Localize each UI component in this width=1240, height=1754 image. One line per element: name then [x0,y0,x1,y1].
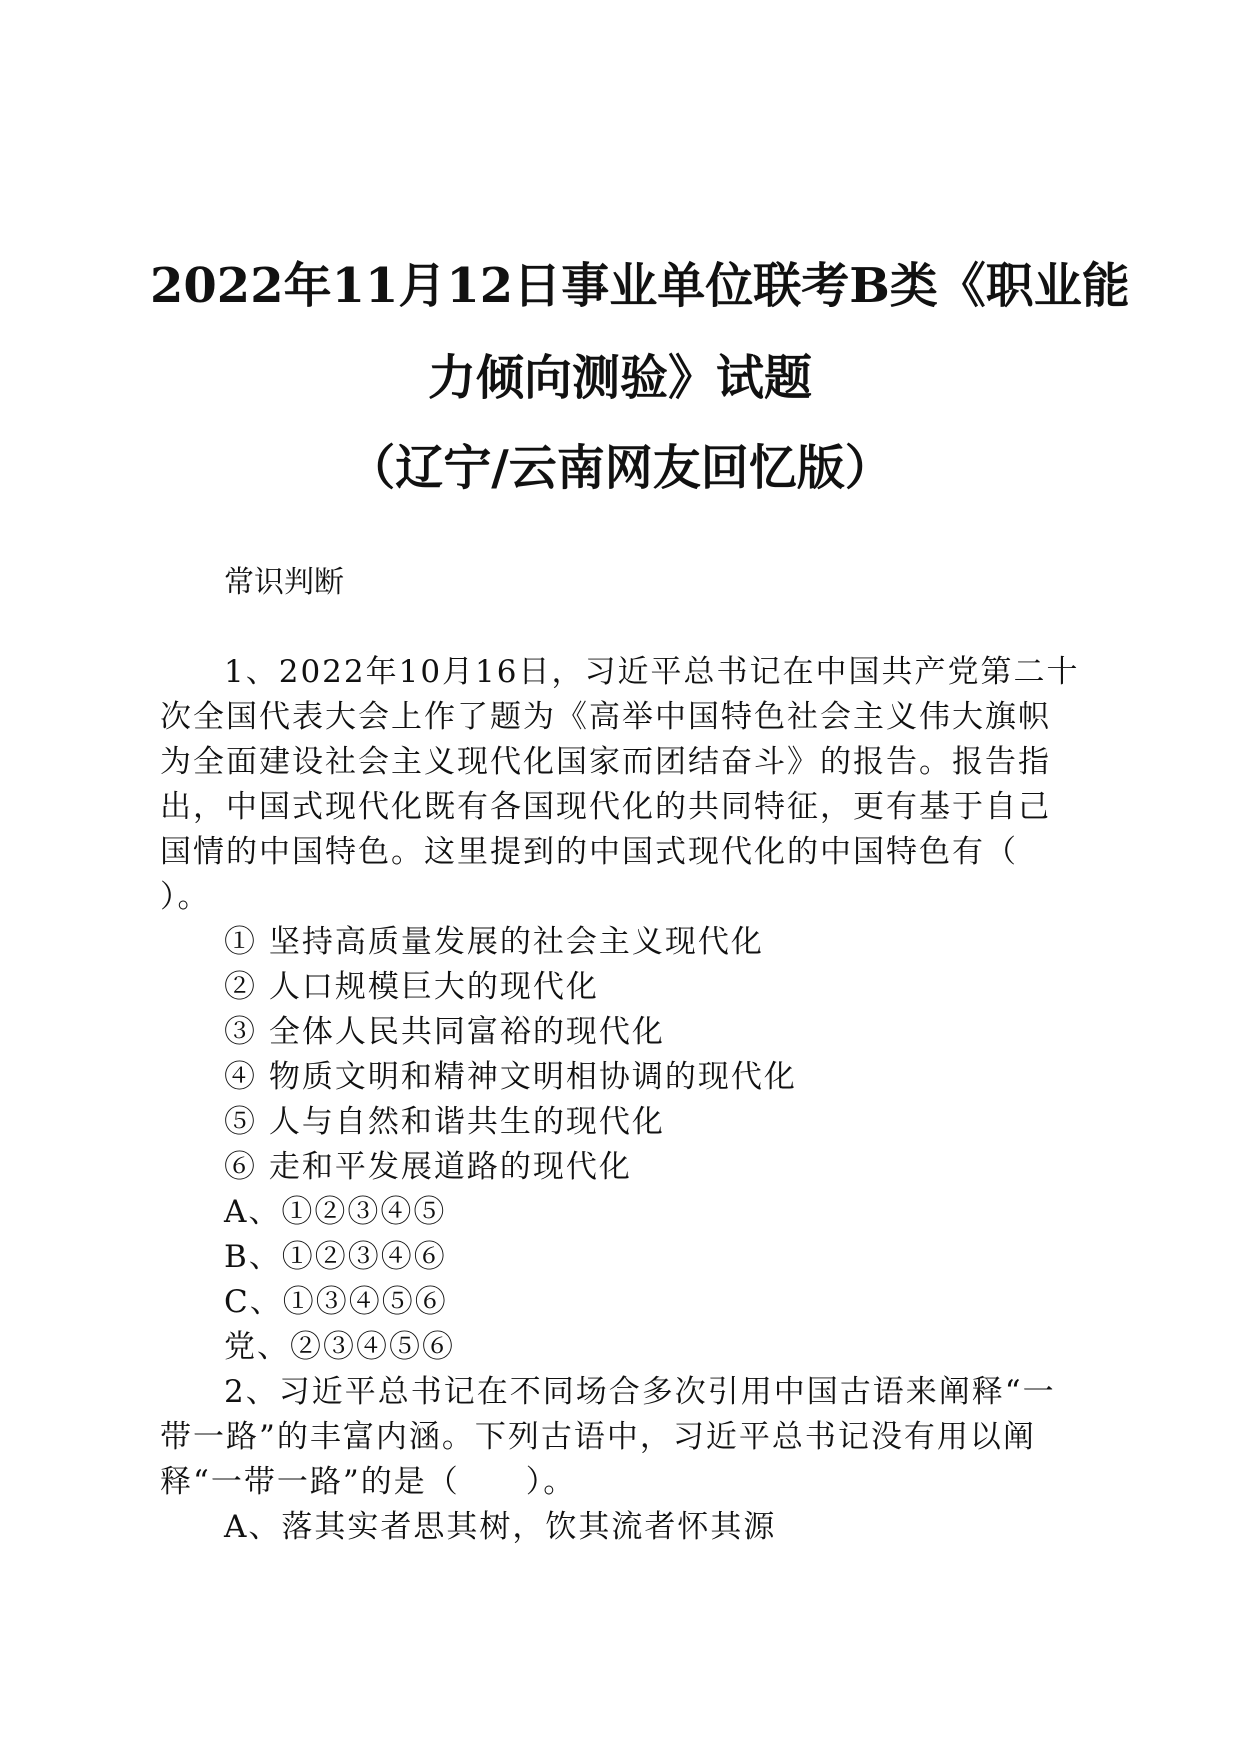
question-2-stem-line: 2、习近平总书记在不同场合多次引用中国古语来阐释“一 [224,1374,1056,1410]
question-1-stem-line: 国情的中国特色。这里提到的中国式现代化的中国特色有（ [160,834,1018,870]
question-2-option-a: A、落其实者思其树，饮其流者怀其源 [224,1509,777,1545]
question-1-item: ③ 全体人民共同富裕的现代化 [224,1014,665,1050]
document-title-line-1: 2022年11月12日事业单位联考B类《职业能 [150,258,1130,314]
question-1-option-b: B、①②③④⑥ [224,1239,447,1275]
question-1-stem-line: ）。 [160,879,211,915]
document-title-line-2: 力倾向测验》试题 [427,350,812,406]
question-1-stem-line: 次全国代表大会上作了题为《高举中国特色社会主义伟大旗帜 [160,699,1051,735]
question-1-stem-line: 为全面建设社会主义现代化国家而团结奋斗》的报告。报告指 [160,744,1051,780]
question-1-item: ⑤ 人与自然和谐共生的现代化 [224,1104,665,1140]
question-1-item: ② 人口规模巨大的现代化 [224,969,599,1005]
question-1-item: ① 坚持高质量发展的社会主义现代化 [224,924,764,960]
question-2-stem-line: 释“一带一路”的是（ ）。 [160,1464,577,1500]
question-1-stem-line: 1、2022年10月16日，习近平总书记在中国共产党第二十 [224,654,1080,690]
question-1-option-a: A、①②③④⑤ [224,1194,447,1230]
question-1-item: ④ 物质文明和精神文明相协调的现代化 [224,1059,797,1095]
question-1-option-c: C、①③④⑤⑥ [224,1284,448,1320]
question-2-stem-line: 带一路”的丰富内涵。下列古语中，习近平总书记没有用以阐 [160,1419,1036,1455]
section-heading: 常识判断 [224,565,344,600]
question-1-item: ⑥ 走和平发展道路的现代化 [224,1149,632,1185]
question-1-option-d: 党、②③④⑤⑥ [224,1329,455,1365]
question-1-stem-line: 出，中国式现代化既有各国现代化的共同特征，更有基于自己 [160,789,1051,825]
document-subtitle: （辽宁/云南网友回忆版） [347,440,893,496]
